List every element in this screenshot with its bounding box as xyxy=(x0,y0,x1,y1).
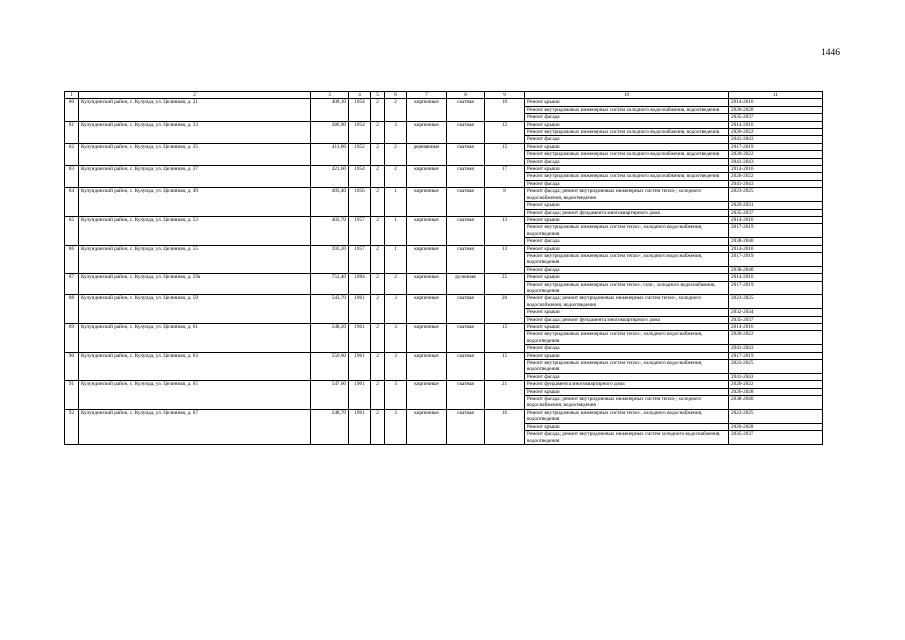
repair-period: 2029-2031 xyxy=(729,202,823,209)
roof-type: скатная xyxy=(447,381,485,410)
construction-year: 1954 xyxy=(349,99,371,121)
entrance-count: 3 xyxy=(385,295,407,324)
house-address: Кулундинский район, с. Кулунда, ул. Целинная, д. 63 xyxy=(79,352,311,381)
entrance-count: 3 xyxy=(385,381,407,410)
roof-type: скатная xyxy=(447,352,485,381)
repair-period: 2023-2025 xyxy=(729,360,823,374)
row-number: 84 xyxy=(65,188,79,217)
repair-work: Ремонт фасада; ремонт внутридомовых инженерных систем тепло-, холодного водоснабжения, водоотведения xyxy=(525,188,729,202)
repair-period: 2023-2025 xyxy=(729,409,823,423)
repair-period: 2020-2022 xyxy=(729,331,823,345)
construction-year: 1961 xyxy=(349,409,371,444)
repair-work: Ремонт фасада xyxy=(525,158,729,165)
repair-period: 2014-2016 xyxy=(729,216,823,223)
table-row xyxy=(65,166,823,173)
repair-period: 2017-2019 xyxy=(729,143,823,150)
construction-year: 1961 xyxy=(349,295,371,324)
house-area: 548,20 xyxy=(311,324,349,353)
roof-type: скатная xyxy=(447,166,485,188)
repair-work: Ремонт внутридомовых инженерных систем холодного водоснабжения, водоотведения xyxy=(525,129,729,136)
table-row xyxy=(65,99,823,106)
floor-count: 2 xyxy=(371,188,385,217)
repair-work: Ремонт крыши xyxy=(525,202,729,209)
repair-work: Ремонт фасада; ремонт внутридомовых инженерных систем холодного водоснабжения, водоотведения xyxy=(525,431,729,445)
column-header: 7 xyxy=(407,92,447,99)
floor-count: 2 xyxy=(371,352,385,381)
wall-material: кирпичные xyxy=(407,245,447,274)
table-row xyxy=(65,295,823,309)
row-number: 91 xyxy=(65,381,79,410)
repair-work: Ремонт внутридомовых инженерных систем тепло-, холодного водоснабжения, водоотведения xyxy=(525,331,729,345)
wall-material: кирпичные xyxy=(407,409,447,444)
construction-year: 1961 xyxy=(349,352,371,381)
house-address: Кулундинский район, с. Кулунда, ул. Целинная, д. 49 xyxy=(79,188,311,217)
row-number: 87 xyxy=(65,274,79,295)
entrance-count: 3 xyxy=(385,352,407,381)
repair-work: Ремонт крыши xyxy=(525,388,729,395)
wall-material: деревянные xyxy=(407,143,447,165)
repair-work: Ремонт крыши xyxy=(525,166,729,173)
repair-work: Ремонт крыши xyxy=(525,274,729,281)
resident-count: 16 xyxy=(485,409,525,444)
repair-period: 2023-2025 xyxy=(729,295,823,309)
roof-type: скатная xyxy=(447,143,485,165)
repair-work: Ремонт фасада xyxy=(525,345,729,352)
house-area: 543,70 xyxy=(311,295,349,324)
column-header: 11 xyxy=(729,92,823,99)
resident-count: 25 xyxy=(485,274,525,295)
repair-period: 2026-2028 xyxy=(729,423,823,430)
column-header: 9 xyxy=(485,92,525,99)
repair-period: 2020-2022 xyxy=(729,381,823,388)
repair-work: Ремонт фасада; ремонт внутридомовых инженерных систем тепло-, холодного водоснабжения, водоотведения xyxy=(525,396,729,410)
repair-period: 2035-2037 xyxy=(729,431,823,445)
table-row xyxy=(65,245,823,252)
repair-work: Ремонт внутридомовых инженерных систем тепло-, холодного водоснабжения, водоотведения xyxy=(525,360,729,374)
house-area: 548,70 xyxy=(311,409,349,444)
resident-count: 15 xyxy=(485,143,525,165)
repair-work: Ремонт крыши xyxy=(525,352,729,359)
entrance-count: 3 xyxy=(385,121,407,143)
repair-work: Ремонт фасада xyxy=(525,136,729,143)
house-address: Кулундинский район, с. Кулунда, ул. Целинная, д. 65 xyxy=(79,381,311,410)
repair-period: 2038-2040 xyxy=(729,396,823,410)
repair-period: 2017-2019 xyxy=(729,281,823,295)
roof-type: скатная xyxy=(447,409,485,444)
resident-count: 17 xyxy=(485,166,525,188)
resident-count: 13 xyxy=(485,216,525,245)
repair-period: 2032-2034 xyxy=(729,309,823,316)
entrance-count: 3 xyxy=(385,324,407,353)
construction-year: 1957 xyxy=(349,245,371,274)
house-area: 405,40 xyxy=(311,188,349,217)
resident-count: 10 xyxy=(485,99,525,121)
wall-material: кирпичные xyxy=(407,352,447,381)
house-address: Кулундинский район, с. Кулунда, ул. Целинная, д. 55 xyxy=(79,245,311,274)
wall-material: кирпичные xyxy=(407,188,447,217)
house-address: Кулундинский район, с. Кулунда, ул. Целинная, д. 37 xyxy=(79,166,311,188)
house-address: Кулундинский район, с. Кулунда, ул. Целинная, д. 59 xyxy=(79,295,311,324)
repair-period: 2014-2016 xyxy=(729,121,823,128)
house-address: Кулундинский район, с. Кулунда, ул. Целинная, д. 35 xyxy=(79,143,311,165)
housing-repair-table xyxy=(64,91,823,445)
repair-work: Ремонт фундамента многоквартирного дома xyxy=(525,381,729,388)
row-number: 83 xyxy=(65,166,79,188)
repair-period: 2017-2019 xyxy=(729,252,823,266)
resident-count: 13 xyxy=(485,245,525,274)
floor-count: 2 xyxy=(371,143,385,165)
floor-count: 2 xyxy=(371,166,385,188)
resident-count: 8 xyxy=(485,188,525,217)
repair-period: 2014-2016 xyxy=(729,324,823,331)
page-number: 1446 xyxy=(821,48,840,58)
entrance-count: 2 xyxy=(385,99,407,121)
entrance-count: 2 xyxy=(385,166,407,188)
floor-count: 2 xyxy=(371,295,385,324)
row-number: 86 xyxy=(65,245,79,274)
house-address: Кулундинский район, с. Кулунда, ул. Целинная, д. 59а xyxy=(79,274,311,295)
entrance-count: 1 xyxy=(385,188,407,217)
floor-count: 2 xyxy=(371,324,385,353)
resident-count: 20 xyxy=(485,295,525,324)
wall-material: кирпичные xyxy=(407,295,447,324)
repair-work: Ремонт фасада xyxy=(525,266,729,273)
house-area: 393,20 xyxy=(311,245,349,274)
wall-material: кирпичные xyxy=(407,324,447,353)
wall-material: кирпичные xyxy=(407,99,447,121)
column-header: 8 xyxy=(447,92,485,99)
roof-type: скатная xyxy=(447,245,485,274)
row-number: 92 xyxy=(65,409,79,444)
house-address: Кулундинский район, с. Кулунда, ул. Целинная, д. 33 xyxy=(79,121,311,143)
roof-type: скатная xyxy=(447,216,485,245)
wall-material: кирпичные xyxy=(407,121,447,143)
floor-count: 2 xyxy=(371,121,385,143)
floor-count: 2 xyxy=(371,381,385,410)
wall-material: кирпичные xyxy=(407,381,447,410)
roof-type: рулонная xyxy=(447,274,485,295)
row-number: 88 xyxy=(65,295,79,324)
floor-count: 2 xyxy=(371,99,385,121)
repair-work: Ремонт крыши xyxy=(525,216,729,223)
repair-work: Ремонт крыши xyxy=(525,143,729,150)
repair-work: Ремонт внутридомовых инженерных систем холодного водоснабжения, водоотведения xyxy=(525,106,729,113)
floor-count: 2 xyxy=(371,245,385,274)
roof-type: скатная xyxy=(447,324,485,353)
row-number: 85 xyxy=(65,216,79,245)
repair-period: 2020-2022 xyxy=(729,129,823,136)
repair-period: 2014-2016 xyxy=(729,245,823,252)
row-number: 89 xyxy=(65,324,79,353)
repair-work: Ремонт внутридомовых инженерных систем тепло-, холодного водоснабжения, водоотведения xyxy=(525,409,729,423)
table-row xyxy=(65,188,823,202)
repair-work: Ремонт внутридомовых инженерных систем тепло-, газо-, холодного водоснабжения, водоотведения xyxy=(525,281,729,295)
roof-type: скатная xyxy=(447,121,485,143)
house-area: 386,90 xyxy=(311,121,349,143)
house-area: 402,70 xyxy=(311,216,349,245)
repair-work: Ремонт внутридомовых инженерных систем холодного водоснабжения, водоотведения xyxy=(525,173,729,180)
resident-count: 21 xyxy=(485,381,525,410)
construction-year: 1956 xyxy=(349,188,371,217)
house-area: 411,00 xyxy=(311,143,349,165)
repair-work: Ремонт фасада; ремонт фундамента многоквартирного дома xyxy=(525,209,729,216)
house-address: Кулундинский район, с. Кулунда, ул. Целинная, д. 61 xyxy=(79,324,311,353)
table-body xyxy=(65,92,823,445)
column-header: 1 xyxy=(65,92,79,99)
column-number-row xyxy=(65,92,823,99)
repair-work: Ремонт крыши xyxy=(525,423,729,430)
repair-period: 2020-2022 xyxy=(729,173,823,180)
construction-year: 1954 xyxy=(349,166,371,188)
repair-work: Ремонт крыши xyxy=(525,245,729,252)
repair-work: Ремонт фасада xyxy=(525,180,729,187)
column-header: 2 xyxy=(79,92,311,99)
repair-period: 2035-2037 xyxy=(729,209,823,216)
repair-period: 2017-2019 xyxy=(729,352,823,359)
repair-period: 2041-2043 xyxy=(729,136,823,143)
wall-material: кирпичные xyxy=(407,274,447,295)
repair-work: Ремонт фасада xyxy=(525,238,729,245)
entrance-count: 2 xyxy=(385,274,407,295)
repair-work: Ремонт фасада; ремонт внутридомовых инженерных систем тепло-, холодного водоснабжения, водоотведения xyxy=(525,295,729,309)
house-address: Кулундинский район, с. Кулунда, ул. Целинная, д. 67 xyxy=(79,409,311,444)
construction-year: 1954 xyxy=(349,121,371,143)
table-row xyxy=(65,352,823,359)
construction-year: 1984 xyxy=(349,274,371,295)
column-header: 6 xyxy=(385,92,407,99)
repair-work: Ремонт внутридомовых инженерных систем тепло-, холодного водоснабжения, водоотведения xyxy=(525,252,729,266)
entrance-count: 1 xyxy=(385,245,407,274)
house-area: 753,40 xyxy=(311,274,349,295)
resident-count: 15 xyxy=(485,324,525,353)
repair-work: Ремонт крыши xyxy=(525,324,729,331)
repair-period: 2020-2022 xyxy=(729,151,823,158)
floor-count: 2 xyxy=(371,216,385,245)
floor-count: 2 xyxy=(371,274,385,295)
construction-year: 1961 xyxy=(349,381,371,410)
house-area: 547,60 xyxy=(311,381,349,410)
table-row xyxy=(65,121,823,128)
repair-period: 2041-2043 xyxy=(729,373,823,380)
repair-period: 2014-2016 xyxy=(729,166,823,173)
table-row xyxy=(65,274,823,281)
table-row xyxy=(65,324,823,331)
repair-period: 2035-2037 xyxy=(729,114,823,121)
repair-work: Ремонт фасада; ремонт фундамента многоквартирного дома xyxy=(525,316,729,323)
column-header: 4 xyxy=(349,92,371,99)
construction-year: 1961 xyxy=(349,324,371,353)
table-row xyxy=(65,381,823,388)
row-number: 82 xyxy=(65,143,79,165)
repair-period: 2038-2040 xyxy=(729,238,823,245)
repair-period: 2017-2019 xyxy=(729,224,823,238)
entrance-count: 2 xyxy=(385,143,407,165)
construction-year: 1952 xyxy=(349,143,371,165)
repair-work: Ремонт крыши xyxy=(525,121,729,128)
column-header: 10 xyxy=(525,92,729,99)
roof-type: скатная xyxy=(447,99,485,121)
resident-count: 12 xyxy=(485,121,525,143)
house-area: 408,10 xyxy=(311,99,349,121)
repair-work: Ремонт крыши xyxy=(525,309,729,316)
resident-count: 15 xyxy=(485,352,525,381)
repair-period: 2026-2028 xyxy=(729,388,823,395)
repair-period: 2038-2040 xyxy=(729,266,823,273)
wall-material: кирпичные xyxy=(407,216,447,245)
repair-work: Ремонт внутридомовых инженерных систем тепло-, холодного водоснабжения, водоотведения xyxy=(525,224,729,238)
table-row xyxy=(65,409,823,423)
repair-work: Ремонт внутридомовых инженерных систем холодного водоснабжения, водоотведения xyxy=(525,151,729,158)
table-row xyxy=(65,143,823,150)
repair-work: Ремонт фасада xyxy=(525,373,729,380)
table-row xyxy=(65,216,823,223)
repair-period: 2041-2043 xyxy=(729,345,823,352)
house-area: 550,60 xyxy=(311,352,349,381)
repair-period: 2041-2043 xyxy=(729,180,823,187)
house-address: Кулундинский район, с. Кулунда, ул. Целинная, д. 31 xyxy=(79,99,311,121)
repair-period: 2023-2025 xyxy=(729,188,823,202)
repair-period: 2041-2043 xyxy=(729,158,823,165)
entrance-count: 1 xyxy=(385,216,407,245)
row-number: 90 xyxy=(65,352,79,381)
roof-type: скатная xyxy=(447,188,485,217)
row-number: 81 xyxy=(65,121,79,143)
floor-count: 2 xyxy=(371,409,385,444)
house-address: Кулундинский район, с. Кулунда, ул. Целинная, д. 53 xyxy=(79,216,311,245)
repair-work: Ремонт крыши xyxy=(525,99,729,106)
construction-year: 1957 xyxy=(349,216,371,245)
repair-period: 2014-2016 xyxy=(729,99,823,106)
wall-material: кирпичные xyxy=(407,166,447,188)
house-area: 421,60 xyxy=(311,166,349,188)
entrance-count: 3 xyxy=(385,409,407,444)
repair-period: 2014-2016 xyxy=(729,274,823,281)
repair-work: Ремонт фасада xyxy=(525,114,729,121)
row-number: 80 xyxy=(65,99,79,121)
repair-period: 2026-2028 xyxy=(729,106,823,113)
column-header: 3 xyxy=(311,92,349,99)
repair-period: 2035-2037 xyxy=(729,316,823,323)
roof-type: скатная xyxy=(447,295,485,324)
column-header: 5 xyxy=(371,92,385,99)
